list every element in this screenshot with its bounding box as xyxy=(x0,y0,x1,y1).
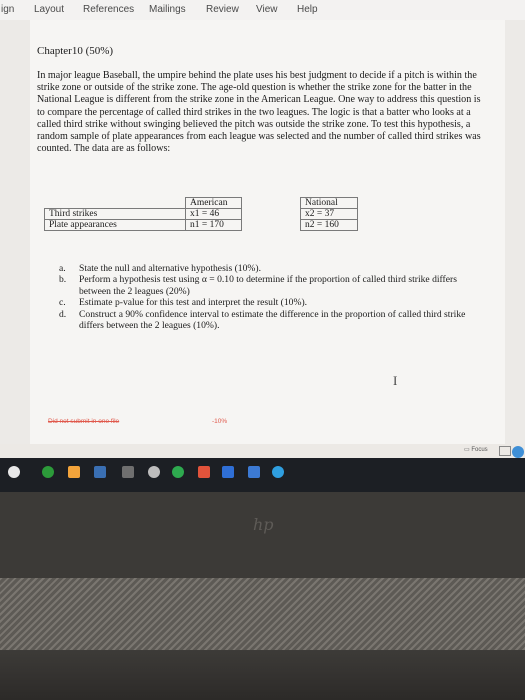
table-cell: x1 = 46 xyxy=(186,209,242,220)
table-gap xyxy=(242,220,301,231)
tab-layout[interactable]: Layout xyxy=(34,4,65,15)
start-icon[interactable] xyxy=(8,466,20,478)
print-layout-icon[interactable] xyxy=(499,446,511,456)
table-gap xyxy=(242,209,301,220)
tab-review[interactable]: Review xyxy=(206,4,239,15)
tab-help[interactable]: Help xyxy=(297,4,318,15)
table-cell: n1 = 170 xyxy=(186,220,242,231)
table-header-american: American xyxy=(186,198,242,209)
focus-button[interactable] xyxy=(464,446,488,453)
question-list xyxy=(52,263,482,331)
page-margin-right xyxy=(505,20,525,458)
table-cell: Plate appearances xyxy=(45,220,186,231)
calculator-icon[interactable] xyxy=(122,466,134,478)
list-marker: b. xyxy=(59,274,67,286)
spotify-icon[interactable] xyxy=(172,466,184,478)
list-item xyxy=(52,263,482,274)
problem-paragraph: In major league Baseball, the umpire behind the plate uses his best judgment to decide if a pitch is within the strike zone or outside of the strike zone. The age-old question is whether the strike zone for the batter in the National League is different from the strike zone in the American League. One way to address this question is to compare the percentage of called third strikes in the two leagues. The logic is that a batter who looks at a called third strike without swinging believed the pitch was outside the strike zone. To test this hypothesis, a random sample of plate appearances from each league was selected and the number of called third strikes was counted. The data are as follows: xyxy=(37,70,481,155)
text-cursor-icon: I xyxy=(393,373,398,388)
tab-mailings[interactable]: Mailings xyxy=(149,4,186,15)
table-cell: Third strikes xyxy=(45,209,186,220)
status-bar xyxy=(0,444,525,458)
list-item xyxy=(52,274,482,297)
settings-icon[interactable] xyxy=(148,466,160,478)
laptop-bezel xyxy=(0,492,525,578)
focus-icon: ▭ xyxy=(464,447,470,453)
table-header-national: National xyxy=(301,198,358,209)
feedback-deduction: -10% xyxy=(212,418,228,425)
list-marker: d. xyxy=(59,308,67,320)
outlook-icon[interactable] xyxy=(248,466,260,478)
list-item xyxy=(52,297,482,308)
tab-view[interactable]: View xyxy=(256,4,278,15)
word-icon[interactable] xyxy=(94,466,106,478)
mail-icon[interactable] xyxy=(222,466,234,478)
office-icon[interactable] xyxy=(198,466,210,478)
edge-icon[interactable] xyxy=(512,446,524,458)
tab-design[interactable]: ign xyxy=(1,4,15,15)
document-heading: Chapter10 (50%) xyxy=(37,45,114,57)
file-explorer-icon[interactable] xyxy=(68,466,80,478)
table-row xyxy=(45,198,358,209)
table-row xyxy=(45,209,358,220)
table-cell xyxy=(45,198,186,209)
tab-references[interactable]: References xyxy=(83,4,135,15)
speaker-grill xyxy=(0,578,525,650)
data-table xyxy=(44,197,358,231)
question-text: Construct a 90% confidence interval to estimate the difference in the proportion of called third strike differs between the 2 leagues (10%). xyxy=(79,308,466,332)
page-margin-left xyxy=(0,20,30,458)
table-cell: n2 = 160 xyxy=(301,220,358,231)
keyboard-edge xyxy=(0,650,525,700)
question-text: Perform a hypothesis test using α = 0.10 to determine if the proportion of called third strike differs between the 2 leagues (20%) xyxy=(79,274,457,297)
table-cell: x2 = 37 xyxy=(301,209,358,220)
focus-label: Focus xyxy=(471,447,488,453)
feedback-comment: Did not submit in one file xyxy=(48,418,120,425)
ribbon-tabs xyxy=(0,0,525,21)
list-marker: c. xyxy=(59,297,66,309)
list-marker: a. xyxy=(59,263,66,274)
edge-taskbar-icon[interactable] xyxy=(272,466,284,478)
table-gap xyxy=(242,198,301,209)
question-text: State the null and alternative hypothesis (10%). xyxy=(79,263,261,274)
table-row xyxy=(45,220,358,231)
hp-logo: hp xyxy=(253,515,274,534)
list-item xyxy=(52,309,482,332)
question-text: Estimate p-value for this test and interpret the result (10%). xyxy=(79,297,308,309)
chrome-icon[interactable] xyxy=(42,466,54,478)
